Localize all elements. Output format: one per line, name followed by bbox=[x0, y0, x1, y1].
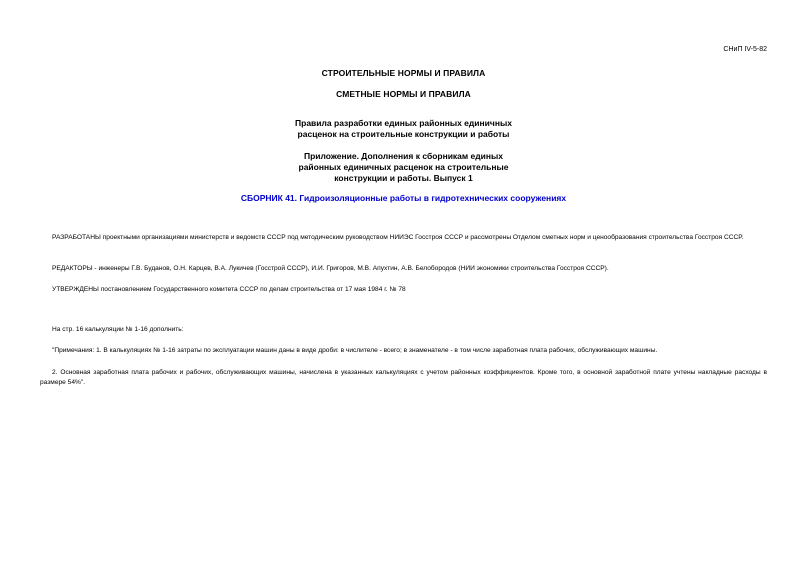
appendix-title-line-1: Приложение. Дополнения к сборникам единых bbox=[303, 151, 504, 161]
editors-paragraph: РЕДАКТОРЫ - инженеры Г.В. Буданов, О.Н. Карцев, В.А. Лукичев (Госстрой СССР), И.И. Григоров, М.В. Апухтин, А.В. Белобородов (НИИ экономики строительства Госстроя СССР). bbox=[52, 265, 609, 272]
appendix-title-line-3: конструкции и работы. Выпуск 1 bbox=[334, 173, 473, 183]
main-title: СТРОИТЕЛЬНЫЕ НОРМЫ И ПРАВИЛА bbox=[321, 68, 486, 78]
approved-paragraph: УТВЕРЖДЕНЫ постановлением Государственного комитета СССР по делам строительства от 17 мая 1984 г. № 78 bbox=[52, 286, 406, 293]
note-1-paragraph: "Примечания: 1. В калькуляциях № 1-16 затраты по эксплуатации машин даны в виде дроби: в числителе - всего; в знаменателе - в том числе заработная плата рабочих, обслуживающих машины. bbox=[52, 347, 658, 354]
rules-title bbox=[0, 118, 807, 140]
appendix-title bbox=[0, 151, 807, 184]
appendix-title-line-2: районных единичных расценок на строительные bbox=[298, 162, 509, 172]
document-code: СНиП IV-5-82 bbox=[723, 46, 767, 53]
note-2-paragraph: 2. Основная заработная плата рабочих и рабочих, обслуживающих машины, начислена в указанных калькуляциях с учетом районных коэффициентов. Кроме того, в основной заработной плате учтены накладные расходы в размере 54%". bbox=[40, 369, 767, 386]
developed-paragraph: РАЗРАБОТАНЫ проектными организациями министерств и ведомств СССР под методическим руководством НИИЭС Госстроя СССР и рассмотрены Отделом сметных норм и ценообразования строительства Госстроя СССР. bbox=[52, 234, 744, 241]
collection-title: СБОРНИК 41. Гидроизоляционные работы в гидротехнических сооружениях bbox=[240, 193, 567, 203]
page-reference-paragraph: На стр. 16 калькуляции № 1-16 дополнить: bbox=[52, 326, 184, 333]
sub-title: СМЕТНЫЕ НОРМЫ И ПРАВИЛА bbox=[336, 89, 471, 99]
rules-title-line-1: Правила разработки единых районных единичных bbox=[295, 118, 512, 128]
rules-title-line-2: расценок на строительные конструкции и работы bbox=[297, 129, 510, 139]
